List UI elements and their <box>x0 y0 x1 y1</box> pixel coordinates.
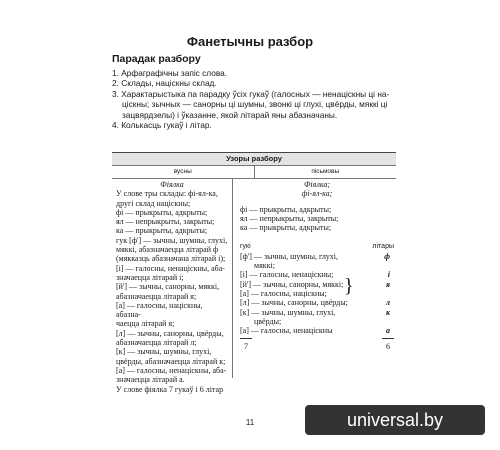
sound-text: цвёрды; <box>254 316 282 326</box>
sounds-letters-header <box>240 242 394 251</box>
oral-column <box>116 180 228 394</box>
oral-line: другі склад націскны; <box>116 198 191 208</box>
sound-row <box>240 298 394 307</box>
sound-row <box>240 270 394 279</box>
sound-text: [і] — галосны, ненаціскны; <box>240 270 334 280</box>
written-line: ка — прыкрыты, адкрыты; <box>240 223 332 233</box>
oral-line: абазначаецца літарай л; <box>116 338 197 348</box>
sound-text: [ф'] — зычны, шумны, глухі, <box>240 251 339 261</box>
steps-list <box>112 68 397 130</box>
column-divider <box>232 178 233 378</box>
oral-line: чаецца літарай я; <box>116 319 175 329</box>
written-word: Фіялка; <box>303 180 331 189</box>
column-written: пісьмовы <box>311 168 340 175</box>
sound-text: мяккі; <box>254 261 275 271</box>
oral-line: [л] — зычны, санорны, цвёрды, <box>116 328 224 338</box>
oral-line: (мякказць абазначана літарай і); <box>116 254 226 264</box>
table-column-headers <box>112 166 396 179</box>
oral-line: [й'] — зычны, санорны, мяккі, <box>116 282 220 292</box>
sound-row <box>240 280 394 289</box>
oral-line: [і] — галосны, ненаціскны, аба- <box>116 263 225 273</box>
sound-letter: ф <box>384 251 390 261</box>
oral-line: гук [ф'] — зычны, шумны, глухі, <box>116 235 228 245</box>
sound-letter: а <box>386 326 390 336</box>
oral-line: У слове фіялка 7 гукаў і 6 літар <box>116 384 224 394</box>
sound-text: [к] — зычны, шумны, глухі, <box>240 307 336 317</box>
letters-label: літары <box>372 243 394 251</box>
written-column <box>240 180 394 352</box>
total-sounds: 7 <box>240 338 252 351</box>
examples-table <box>112 152 396 394</box>
sound-letter: к <box>385 307 390 317</box>
sounds-label: гукі <box>240 243 251 251</box>
oral-line: ял — непрыкрыты, закрыты; <box>116 217 215 227</box>
sound-text: [л] — зычны, санорны, цвёрды; <box>240 298 348 308</box>
oral-line: ка — прыкрыты, адкрыты; <box>116 226 208 236</box>
sound-text: [а] — галосны, ненаціскны <box>240 326 333 336</box>
oral-line: абазначаецца літарай я; <box>116 291 197 301</box>
total-letters: 6 <box>382 338 394 351</box>
oral-line: [к] — зычны, шумны, глухі, <box>116 347 212 357</box>
oral-line: значаецца літарай а. <box>116 375 185 385</box>
brace-icon: } <box>344 275 354 297</box>
sound-row <box>240 289 394 298</box>
sound-row <box>240 317 394 326</box>
step-item: 2. Склады, націскны склад. <box>112 78 217 89</box>
column-oral: вусны <box>112 166 255 178</box>
page-title: Фанетычны разбор <box>186 34 314 49</box>
sound-letter: л <box>385 298 390 308</box>
oral-line: [а] — галосны, ненаціскны, аба- <box>116 365 227 375</box>
oral-word: Фіялка <box>160 180 184 189</box>
step-item: 3. Характарыстыка па парадку ўсіх гукаў (галосных — ненаціскны ці на-ціскны; зычных — санорны ці шумны, звонкі ці глухі, цвёрды, мяккі ці зацвярдзелы) і ўказанне, якой літарай яны абазначаны. <box>112 88 390 120</box>
written-line: ял — непрыкрыты, закрыты; <box>240 213 339 223</box>
oral-line: значаецца літарай і; <box>116 272 184 282</box>
sound-text: [й'] — зычны, санорны, мяккі; <box>240 279 344 289</box>
sound-row <box>240 308 394 317</box>
oral-line: мяккі, абазначаецца літарай ф <box>116 245 219 255</box>
oral-line: У слове тры склады: фі-ял-ка, <box>116 189 218 199</box>
written-line: фі — прыкрыты, адкрыты; <box>240 204 332 214</box>
oral-line: фі — прыкрыты, адкрыты; <box>116 207 208 217</box>
oral-line: цвёрды, абазначаецца літарай к; <box>116 356 226 366</box>
sound-letter: і <box>387 270 390 280</box>
step-item: 4. Колькасць гукаў і літар. <box>112 120 212 131</box>
sound-row <box>240 261 394 270</box>
sound-text: [а] — галосны, націскны; <box>240 288 327 298</box>
oral-line: [а] — галосны, націскны, абазна- <box>116 300 203 320</box>
sound-letter: я <box>385 279 390 289</box>
step-item: 1. Арфаграфічны запіс слова. <box>112 68 228 78</box>
sound-row <box>240 326 394 335</box>
page-number: 11 <box>245 418 255 427</box>
table-header: Узоры разбору <box>112 153 396 166</box>
totals-row <box>240 338 394 351</box>
watermark-badge: universal.by <box>305 405 485 435</box>
section-subtitle: Парадак разбору <box>112 53 201 65</box>
written-syllables: фі-ял-ка; <box>301 189 333 199</box>
sound-row <box>240 252 394 261</box>
